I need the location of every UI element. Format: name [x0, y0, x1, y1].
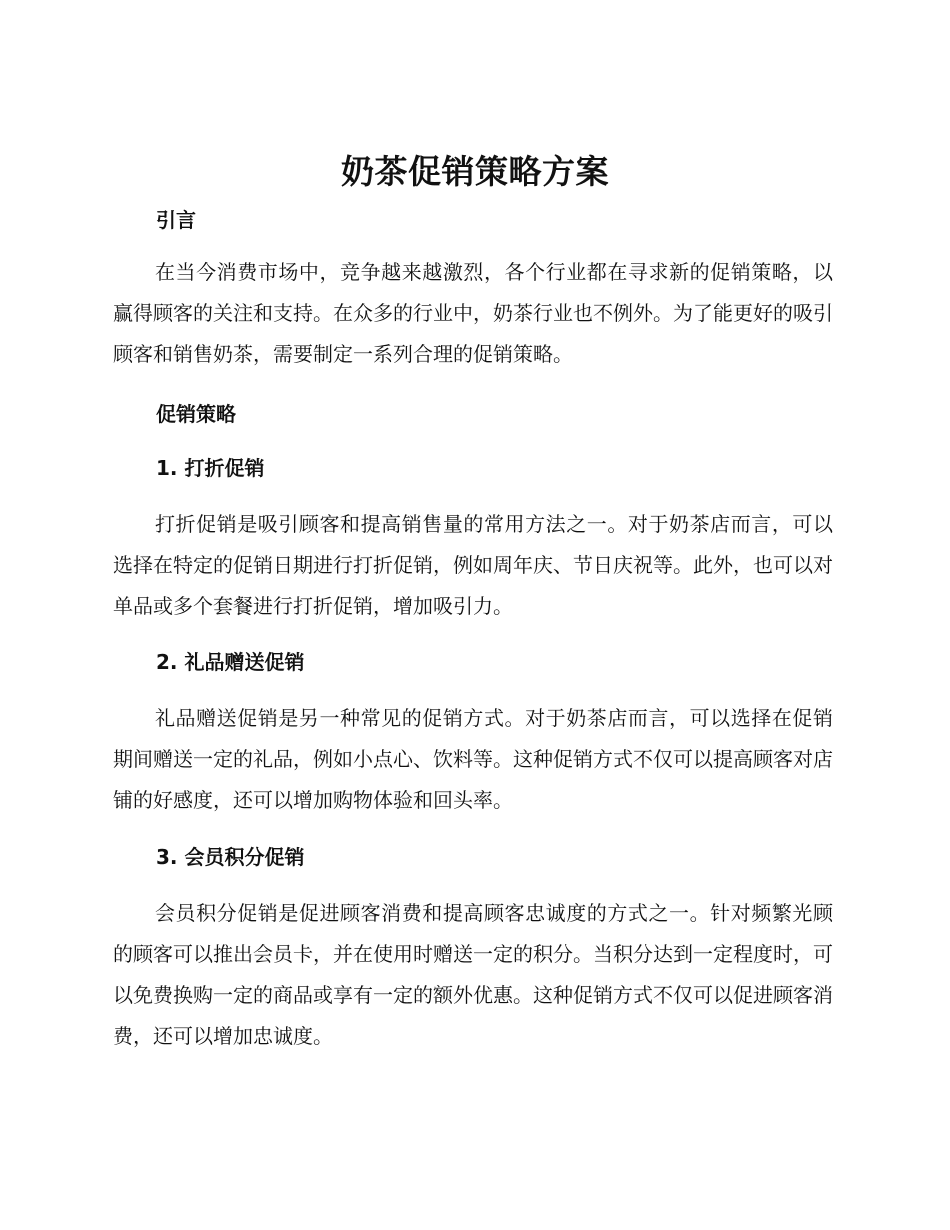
section-paragraph-gift: 礼品赠送促销是另一种常见的促销方式。对于奶茶店而言，可以选择在促销期间赠送一定的礼品，例如小点心、饮料等。这种促销方式不仅可以提高顾客对店铺的好感度，还可以增加购物体验和回头率。 [113, 706, 833, 812]
section-paragraph-discount: 打折促销是吸引顾客和提高销售量的常用方法之一。对于奶茶店而言，可以选择在特定的促销日期进行打折促销，例如周年庆、节日庆祝等。此外，也可以对单品或多个套餐进行打折促销，增加吸引力。 [113, 512, 833, 618]
section-heading-membership: 3. 会员积分促销 [156, 845, 305, 869]
section-heading-gift: 2. 礼品赠送促销 [156, 650, 305, 674]
strategies-heading: 促销策略 [156, 402, 236, 426]
intro-heading: 引言 [156, 208, 196, 232]
intro-paragraph: 在当今消费市场中，竞争越来越激烈，各个行业都在寻求新的促销策略，以赢得顾客的关注和支持。在众多的行业中，奶茶行业也不例外。为了能更好的吸引顾客和销售奶茶，需要制定一系列合理的促销策略。 [113, 260, 833, 366]
section-heading-discount: 1. 打折促销 [156, 456, 265, 480]
section-paragraph-membership: 会员积分促销是促进顾客消费和提高顾客忠诚度的方式之一。针对频繁光顾的顾客可以推出会员卡，并在使用时赠送一定的积分。当积分达到一定程度时，可以免费换购一定的商品或享有一定的额外优惠。这种促销方式不仅可以促进顾客消费，还可以增加忠诚度。 [113, 901, 833, 1048]
document-title: 奶茶促销策略方案 [341, 152, 609, 191]
